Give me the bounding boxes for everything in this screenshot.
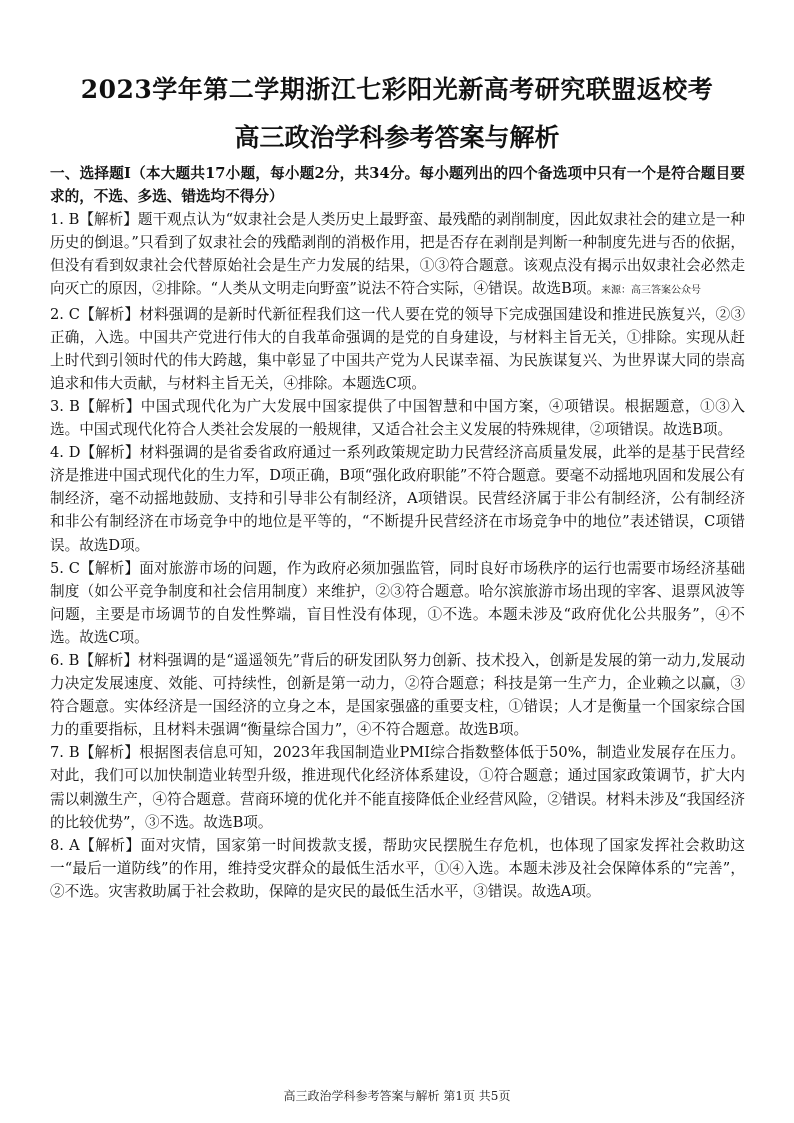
answer-text-6: 6. B【解析】材料强调的是“遥遥领先”背后的研发团队努力创新、技术投入，创新是发展的第一动力,发展动力决定发展速度、效能、可持续性，创新是第一动力，②符合题意；科技是第一生产力，企业赖之以赢，③符合题意。实体经济是一国经济的立身之本，是国家强盛的重要支柱，①错误；人才是衡量一个国家综合国力的重要指标，且材料未强调“衡量综合国力”，④不符合题意。故选B项。 <box>50 651 745 739</box>
answer-text-5: 5. C【解析】面对旅游市场的问题，作为政府必须加强监管，同时良好市场秩序的运行也需要市场经济基础制度（如公平竞争制度和社会信用制度）来维护，②③符合题意。哈尔滨旅游市场出现的宰客、退票风波等问题，主要是市场调节的自发性弊端，盲目性没有体现，①不选。本题未涉及“政府优化公共服务”，④不选。故选C项。 <box>50 559 745 646</box>
answer-item-6 <box>50 649 745 741</box>
answer-text-3: 3. B【解析】中国式现代化为广大发展中国家提供了中国智慧和中国方案，④项错误。根据题意，①③入选。中国式现代化符合人类社会发展的一般规律，又适合社会主义发展的特殊规律，②项错误。故选B项。 <box>50 397 745 439</box>
answer-item-4 <box>50 441 745 556</box>
answer-item-5 <box>50 557 745 649</box>
answer-text-2: 2. C【解析】材料强调的是新时代新征程我们这一代人要在党的领导下完成强国建设和推进民族复兴，②③正确，入选。中国共产党进行伟大的自我革命强调的是党的自身建设，与材料主旨无关，①排除。实现从赶上时代到引领时代的伟大跨越，集中彰显了中国共产党为人民谋幸福、为民族谋复兴、为世界谋大同的崇高追求和伟大贡献，与材料主旨无关，④排除。本题选C项。 <box>50 305 745 392</box>
answer-text-8: 8. A【解析】面对灾情，国家第一时间拨款支援，帮助灾民摆脱生存危机，也体现了国家发挥社会救助这一“最后一道防线”的作用，维持受灾群众的最低生活水平，①④入选。本题未涉及社会保障体系的“完善”，②不选。灾害救助属于社会救助，保障的是灾民的最低生活水平，③错误。故选A项。 <box>50 836 745 900</box>
document-subtitle: 高三政治学科参考答案与解析 <box>234 123 560 152</box>
source-note: 来源：高三答案公众号 <box>601 285 702 297</box>
page-footer: 高三政治学科参考答案与解析 第1页 共5页 <box>283 1089 511 1103</box>
answer-text-4: 4. D【解析】材料强调的是省委省政府通过一系列政策规定助力民营经济高质量发展，此举的是基于民营经济是推进中国式现代化的生力军，D项正确，B项“强化政府职能”不符合题意。要毫不动摇地巩固和发展公有制经济，毫不动摇地鼓励、支持和引导非公有制经济，A项错误。民营经济属于非公有制经济，公有制经济和非公有制经济在市场竞争中的地位是平等的，“不断提升民营经济在市场竞争中的地位”表述错误，C项错误。故选D项。 <box>50 444 745 554</box>
section-heading: 一、选择题Ⅰ（本大题共17小题，每小题2分，共34分。每小题列出的四个备选项中只有一个是符合题目要求的，不选、多选、错选均不得分） <box>50 165 745 206</box>
answer-item-2 <box>50 303 745 395</box>
document-title: 2023学年第二学期浙江七彩阳光新高考研究联盟返校考 <box>80 75 714 104</box>
answer-item-8 <box>50 834 745 903</box>
answer-text-7: 7. B【解析】根据图表信息可知，2023年我国制造业PMI综合指数整体低于50%，制造业发展存在压力。对此，我们可以加快制造业转型升级，推进现代化经济体系建设，①符合题意；通过国家政策调节，扩大内需以刺激生产，④符合题意。营商环境的优化并不能直接降低企业经营风险，②错误。材料未涉及“我国经济的比较优势”，③不选。故选B项。 <box>50 744 745 831</box>
answer-content <box>50 162 745 903</box>
answer-text-1: 1. B【解析】题干观点认为“奴隶社会是人类历史上最野蛮、最残酷的剥削制度，因此奴隶社会的建立是一种历史的倒退。”只看到了奴隶社会的残酷剥削的消极作用，把是否存在剥削是判断一种制度先进与否的依据，但没有看到奴隶社会代替原始社会是生产力发展的结果，①③符合题意。该观点没有揭示出奴隶社会必然走向灭亡的原因，②排除。“人类从文明走向野蛮”说法不符合实际，④错误。故选B项。 <box>50 211 745 298</box>
answer-item-7 <box>50 741 745 833</box>
answer-item-3 <box>50 395 745 441</box>
answer-item-1 <box>50 208 745 302</box>
